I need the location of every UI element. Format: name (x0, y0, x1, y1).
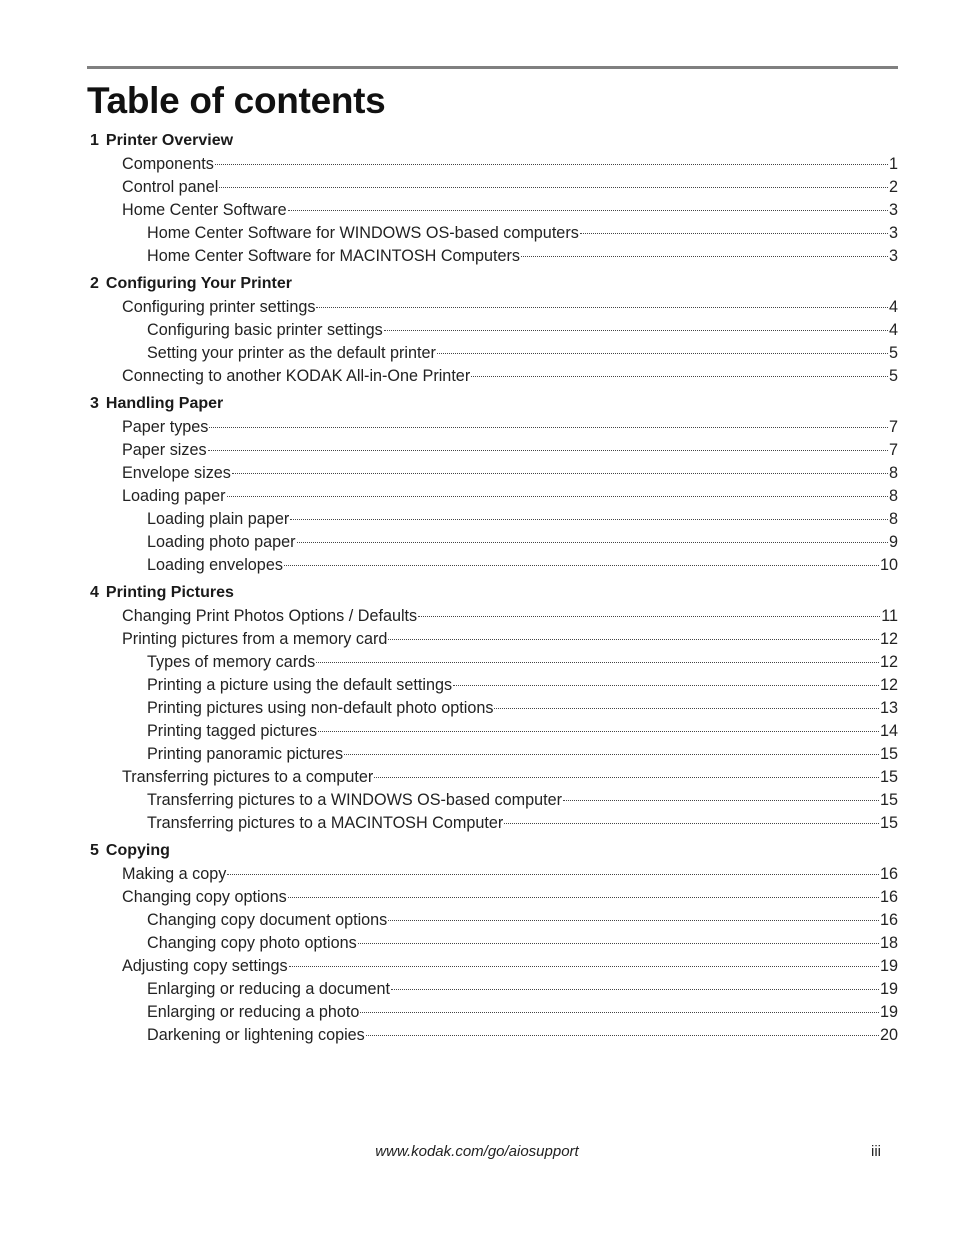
entry-page-number: 9 (888, 533, 898, 551)
entry-page-number: 12 (879, 653, 898, 671)
entry-page-number: 19 (879, 957, 898, 975)
section-number: 3 (90, 394, 99, 412)
dot-leader (418, 616, 880, 617)
toc-section (87, 271, 898, 388)
entry-page-number: 16 (879, 865, 898, 883)
entry-label: Transferring pictures to a computer (122, 768, 374, 786)
toc-entry[interactable] (87, 365, 898, 388)
entry-page-number: 20 (879, 1026, 898, 1044)
dot-leader (504, 823, 879, 824)
entry-label: Components (122, 155, 214, 173)
entry-page-number: 3 (888, 224, 898, 242)
page-title: Table of contents (87, 80, 386, 121)
dot-leader (374, 777, 879, 778)
toc-subentry[interactable] (87, 720, 898, 743)
entry-label: Loading paper (122, 487, 226, 505)
entry-label: Enlarging or reducing a photo (147, 1003, 360, 1021)
section-title: Printing Pictures (105, 583, 234, 601)
dot-leader (208, 450, 888, 451)
toc-subentry[interactable] (87, 245, 898, 268)
entry-label: Loading plain paper (147, 510, 290, 528)
dot-leader (316, 662, 879, 663)
dot-leader (563, 800, 879, 801)
toc-subentry[interactable] (87, 697, 898, 720)
entry-page-number: 8 (888, 487, 898, 505)
toc-subentry[interactable] (87, 531, 898, 554)
toc-entry[interactable] (87, 416, 898, 439)
entry-label: Control panel (122, 178, 219, 196)
dot-leader (284, 565, 879, 566)
section-heading[interactable] (87, 128, 898, 153)
entry-page-number: 16 (879, 911, 898, 929)
entry-page-number: 7 (888, 418, 898, 436)
dot-leader (289, 966, 879, 967)
dot-leader (437, 353, 888, 354)
entry-page-number: 3 (888, 247, 898, 265)
toc-subentry[interactable] (87, 978, 898, 1001)
entry-label: Configuring printer settings (122, 298, 316, 316)
section-heading[interactable] (87, 580, 898, 605)
dot-leader (288, 897, 879, 898)
entry-label: Types of memory cards (147, 653, 316, 671)
entry-label: Transferring pictures to a MACINTOSH Computer (147, 814, 504, 832)
dot-leader (366, 1035, 879, 1036)
dot-leader (471, 376, 888, 377)
dot-leader (360, 1012, 879, 1013)
toc-entry[interactable] (87, 462, 898, 485)
entry-page-number: 8 (888, 510, 898, 528)
dot-leader (580, 233, 888, 234)
toc-subentry[interactable] (87, 932, 898, 955)
toc-subentry[interactable] (87, 1024, 898, 1047)
toc-entry[interactable] (87, 199, 898, 222)
entry-page-number: 15 (879, 814, 898, 832)
entry-page-number: 14 (879, 722, 898, 740)
section-heading[interactable] (87, 391, 898, 416)
toc-section (87, 580, 898, 835)
toc-entry[interactable] (87, 485, 898, 508)
entry-page-number: 18 (879, 934, 898, 952)
toc-entry[interactable] (87, 955, 898, 978)
entry-page-number: 16 (879, 888, 898, 906)
header-rule (87, 66, 898, 69)
toc-entry[interactable] (87, 153, 898, 176)
toc-subentry[interactable] (87, 674, 898, 697)
entry-label: Printing pictures from a memory card (122, 630, 388, 648)
toc-section (87, 128, 898, 268)
section-heading[interactable] (87, 271, 898, 296)
section-heading[interactable] (87, 838, 898, 863)
section-number: 2 (90, 274, 99, 292)
table-of-contents (87, 128, 898, 1050)
entry-page-number: 15 (879, 791, 898, 809)
toc-subentry[interactable] (87, 508, 898, 531)
dot-leader (227, 496, 888, 497)
entry-page-number: 5 (888, 344, 898, 362)
section-number: 1 (90, 131, 99, 149)
section-number: 4 (90, 583, 99, 601)
entry-label: Home Center Software for WINDOWS OS-based computers (147, 224, 579, 242)
dot-leader (297, 542, 888, 543)
toc-entry[interactable] (87, 766, 898, 789)
toc-entry[interactable] (87, 439, 898, 462)
entry-label: Changing copy photo options (147, 934, 357, 952)
entry-page-number: 2 (888, 178, 898, 196)
toc-subentry[interactable] (87, 342, 898, 365)
toc-subentry[interactable] (87, 554, 898, 577)
entry-page-number: 10 (879, 556, 898, 574)
footer-url: www.kodak.com/go/aiosupport (375, 1143, 579, 1160)
entry-page-number: 4 (888, 321, 898, 339)
entry-label: Changing copy document options (147, 911, 388, 929)
dot-leader (453, 685, 879, 686)
section-title: Handling Paper (105, 394, 224, 412)
entry-page-number: 7 (888, 441, 898, 459)
toc-subentry[interactable] (87, 1001, 898, 1024)
dot-leader (215, 164, 888, 165)
entry-label: Envelope sizes (122, 464, 231, 482)
dot-leader (288, 210, 888, 211)
entry-label: Printing tagged pictures (147, 722, 318, 740)
entry-label: Configuring basic printer settings (147, 321, 383, 339)
dot-leader (391, 989, 879, 990)
entry-label: Paper types (122, 418, 209, 436)
entry-label: Making a copy (122, 865, 227, 883)
entry-label: Changing copy options (122, 888, 287, 906)
entry-page-number: 15 (879, 745, 898, 763)
entry-page-number: 8 (888, 464, 898, 482)
dot-leader (316, 307, 888, 308)
dot-leader (494, 708, 879, 709)
entry-label: Paper sizes (122, 441, 207, 459)
dot-leader (388, 639, 879, 640)
dot-leader (384, 330, 888, 331)
toc-entry[interactable] (87, 605, 898, 628)
dot-leader (232, 473, 888, 474)
entry-page-number: 4 (888, 298, 898, 316)
toc-section (87, 838, 898, 1047)
entry-label: Transferring pictures to a WINDOWS OS-based computer (147, 791, 563, 809)
entry-label: Loading photo paper (147, 533, 296, 551)
entry-label: Setting your printer as the default printer (147, 344, 436, 362)
toc-subentry[interactable] (87, 812, 898, 835)
entry-page-number: 19 (879, 980, 898, 998)
toc-section (87, 391, 898, 577)
toc-subentry[interactable] (87, 319, 898, 342)
entry-label: Home Center Software for MACINTOSH Computers (147, 247, 521, 265)
entry-label: Adjusting copy settings (122, 957, 288, 975)
dot-leader (358, 943, 879, 944)
toc-subentry[interactable] (87, 909, 898, 932)
toc-entry[interactable] (87, 863, 898, 886)
toc-entry[interactable] (87, 176, 898, 199)
dot-leader (318, 731, 879, 732)
toc-entry[interactable] (87, 628, 898, 651)
toc-entry[interactable] (87, 296, 898, 319)
entry-page-number: 15 (879, 768, 898, 786)
dot-leader (388, 920, 879, 921)
entry-label: Printing panoramic pictures (147, 745, 344, 763)
entry-page-number: 12 (879, 676, 898, 694)
entry-label: Loading envelopes (147, 556, 283, 574)
entry-page-number: 19 (879, 1003, 898, 1021)
entry-page-number: 1 (888, 155, 898, 173)
entry-label: Home Center Software (122, 201, 287, 219)
entry-label: Darkening or lightening copies (147, 1026, 365, 1044)
dot-leader (209, 427, 888, 428)
entry-label: Printing a picture using the default settings (147, 676, 453, 694)
dot-leader (521, 256, 888, 257)
entry-page-number: 11 (881, 607, 898, 625)
section-title: Copying (105, 841, 170, 859)
section-title: Printer Overview (105, 131, 234, 149)
entry-page-number: 12 (879, 630, 898, 648)
entry-label: Enlarging or reducing a document (147, 980, 390, 998)
footer-page-number: iii (871, 1143, 881, 1160)
toc-entry[interactable] (87, 886, 898, 909)
toc-subentry[interactable] (87, 222, 898, 245)
section-title: Configuring Your Printer (105, 274, 292, 292)
dot-leader (290, 519, 888, 520)
entry-page-number: 3 (888, 201, 898, 219)
dot-leader (227, 874, 879, 875)
section-number: 5 (90, 841, 99, 859)
toc-subentry[interactable] (87, 651, 898, 674)
dot-leader (219, 187, 888, 188)
toc-subentry[interactable] (87, 743, 898, 766)
entry-label: Changing Print Photos Options / Defaults (122, 607, 418, 625)
entry-page-number: 5 (888, 367, 898, 385)
toc-subentry[interactable] (87, 789, 898, 812)
entry-label: Connecting to another KODAK All-in-One Printer (122, 367, 471, 385)
dot-leader (344, 754, 879, 755)
entry-label: Printing pictures using non-default photo options (147, 699, 494, 717)
entry-page-number: 13 (879, 699, 898, 717)
